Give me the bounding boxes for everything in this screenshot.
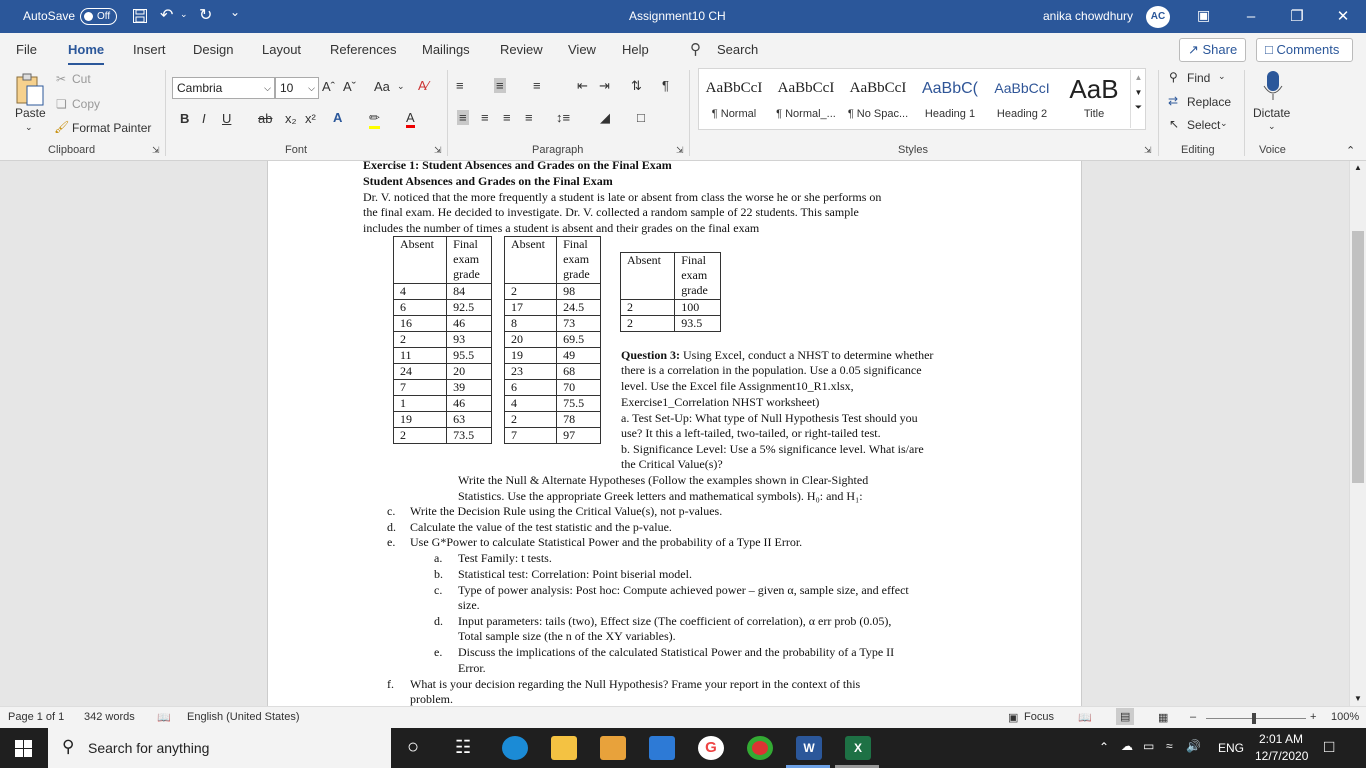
title-bar <box>0 0 1366 33</box>
sub-list-item: Error. <box>458 661 486 675</box>
absent-cell: 2 <box>505 284 557 300</box>
focus-icon: ▣ <box>1008 712 1019 724</box>
borders-icon[interactable]: □ <box>637 110 645 125</box>
table-header-row <box>394 237 492 284</box>
list-item: Calculate the value of the test statistic and the p-value. <box>410 520 672 534</box>
wifi-icon[interactable]: ≈ <box>1166 739 1173 753</box>
document-page[interactable] <box>267 158 1082 706</box>
absent-cell: 2 <box>505 412 557 428</box>
vertical-scrollbar[interactable] <box>1349 161 1366 706</box>
grade-cell: 93 <box>447 332 492 348</box>
absent-cell: 24 <box>394 364 447 380</box>
sub-list-marker: b. <box>434 567 443 581</box>
style-heading-2[interactable]: AaBbCcI Heading 2 <box>994 80 1050 120</box>
style-normal[interactable]: AaBbCcI ¶ Normal <box>705 80 763 120</box>
absent-cell: 19 <box>394 412 447 428</box>
tab-mailings[interactable]: Mailings <box>422 42 470 57</box>
find-icon: ⚲ <box>1169 70 1178 84</box>
grade-cell: 63 <box>447 412 492 428</box>
absent-cell: 16 <box>394 316 447 332</box>
clear-formatting-icon[interactable]: A∕ <box>418 78 429 93</box>
strikethrough-icon[interactable]: ab <box>258 111 273 126</box>
tab-review[interactable]: Review <box>500 42 543 57</box>
undo-dropdown-icon[interactable]: ⌄ <box>180 9 188 19</box>
data-table-1 <box>393 236 492 444</box>
tab-references[interactable]: References <box>330 42 397 57</box>
grade-cell: 73 <box>557 316 601 332</box>
avatar[interactable]: AC <box>1146 6 1170 28</box>
intro-line: includes the number of times a student is absent and their grades on the final exam <box>363 221 760 235</box>
grade-cell: 84 <box>447 284 492 300</box>
google-icon[interactable]: G <box>698 736 724 760</box>
page-count[interactable]: Page 1 of 1 <box>8 711 65 723</box>
change-case-button[interactable]: Aa <box>374 79 390 94</box>
sub-list-marker: a. <box>434 551 443 565</box>
shrink-font-icon[interactable]: Aˇ <box>343 79 356 94</box>
autosave-label: AutoSave <box>23 9 76 23</box>
tab-help[interactable]: Help <box>622 42 649 57</box>
table-row <box>505 332 601 348</box>
paragraph-launcher-icon[interactable]: ⇲ <box>676 145 684 155</box>
grade-cell: 20 <box>447 364 492 380</box>
table-row <box>505 428 601 444</box>
ribbon-display-icon[interactable]: ▣ <box>1197 7 1211 23</box>
sub-list-item: size. <box>458 598 480 612</box>
absent-cell: 11 <box>394 348 447 364</box>
grade-cell: 24.5 <box>557 300 601 316</box>
subscript-icon[interactable]: x₂ <box>285 111 297 126</box>
absent-cell: 2 <box>394 332 447 348</box>
grade-cell: 69.5 <box>557 332 601 348</box>
select-dropdown-icon[interactable]: ⌄ <box>1220 118 1228 128</box>
q3-line: level. Use the Excel file Assignment10_R1.xlsx, <box>621 379 854 393</box>
taskbar <box>0 728 1366 768</box>
minimize-button[interactable]: – <box>1246 8 1256 25</box>
paste-icon[interactable] <box>13 72 47 106</box>
table-row <box>394 396 492 412</box>
search-icon: ⚲ <box>690 41 701 58</box>
style-heading-1[interactable]: AaBbC( Heading 1 <box>921 80 979 120</box>
table-row <box>394 348 492 364</box>
tab-file[interactable]: File <box>16 42 37 57</box>
increase-indent-icon[interactable]: ⇥ <box>599 78 610 93</box>
show-formatting-icon[interactable]: ¶ <box>662 78 669 93</box>
print-layout-icon[interactable]: ▤ <box>1116 708 1134 725</box>
grade-cell: 70 <box>557 380 601 396</box>
table-header-row <box>621 253 721 300</box>
justify-icon[interactable]: ≡ <box>525 110 533 125</box>
search-icon: ⚲ <box>62 737 75 756</box>
list-item: Use G*Power to calculate Statistical Power and the probability of a Type II Error. <box>410 535 803 549</box>
style-normal-alt[interactable]: AaBbCcI ¶ Normal_... <box>776 80 836 120</box>
autosave-toggle[interactable]: Off <box>80 8 117 25</box>
document-area <box>0 158 1349 706</box>
bullets-icon[interactable]: ≡ <box>456 78 464 93</box>
paragraph-group-label: Paragraph <box>532 144 584 156</box>
focus-button[interactable]: Focus <box>1024 711 1054 723</box>
absent-cell: 6 <box>394 300 447 316</box>
italic-icon[interactable]: I <box>202 111 206 126</box>
style-title[interactable]: AaB Title <box>1069 74 1119 120</box>
header-absent: Absent <box>621 253 675 300</box>
q3-line: Exercise1_Correlation NHST worksheet) <box>621 395 820 409</box>
grade-cell: 78 <box>557 412 601 428</box>
ribbon <box>0 66 1366 161</box>
data-table-3 <box>620 252 721 332</box>
replace-button[interactable]: Replace <box>1187 95 1232 109</box>
tab-design[interactable]: Design <box>193 42 234 57</box>
replace-icon: ⇄ <box>1168 94 1179 108</box>
absent-cell: 2 <box>621 300 675 316</box>
hypotheses-line: Write the Null & Alternate Hypotheses (Follow the examples shown in Clear-Sighted <box>458 473 869 487</box>
list-marker: c. <box>387 504 396 518</box>
sub-list-marker: c. <box>434 583 443 597</box>
clipboard-group-label: Clipboard <box>48 144 96 156</box>
paste-button[interactable]: Paste <box>15 106 46 120</box>
intro-line: Dr. V. noticed that the more frequently a student is late or absent from class the worse he or she performs on <box>363 190 882 204</box>
share-button[interactable]: ↗ Share <box>1179 38 1246 62</box>
task-view-icon[interactable]: ☷ <box>455 737 472 757</box>
chrome-icon[interactable] <box>747 736 773 760</box>
font-size-combo[interactable]: 10 ⌵ <box>275 77 319 99</box>
comments-button[interactable]: □ Comments <box>1256 38 1353 62</box>
section-heading: Student Absences and Grades on the Final Exam <box>363 174 613 188</box>
table-row <box>505 364 601 380</box>
align-left-icon[interactable]: ≡ <box>459 110 467 125</box>
zoom-level[interactable]: 100% <box>1331 711 1360 723</box>
font-launcher-icon[interactable]: ⇲ <box>434 145 442 155</box>
font-group-label: Font <box>285 144 308 156</box>
absent-cell: 4 <box>394 284 447 300</box>
header-final-grade: Final exam grade <box>557 237 601 284</box>
copy-button[interactable]: Copy <box>72 97 101 111</box>
hypotheses-line: Statistics. Use the appropriate Greek letters and mathematical symbols). H₀: and H₁: <box>458 489 863 503</box>
table-row <box>394 428 492 444</box>
sub-list-item: Test Family: t tests. <box>458 551 552 565</box>
zoom-out-icon[interactable]: – <box>1190 711 1197 723</box>
volume-icon[interactable]: 🔊 <box>1186 739 1201 753</box>
absent-cell: 23 <box>505 364 557 380</box>
font-color-icon[interactable]: A <box>406 110 415 128</box>
q3-line: the Critical Value(s)? <box>621 457 723 471</box>
multilevel-list-icon[interactable]: ≡ <box>533 78 541 93</box>
scrollbar-thumb[interactable] <box>1352 231 1364 483</box>
absent-cell: 2 <box>394 428 447 444</box>
share-icon: ↗ <box>1188 42 1203 57</box>
grade-cell: 46 <box>447 396 492 412</box>
word-count[interactable]: 342 words <box>84 711 135 723</box>
change-case-dropdown-icon[interactable]: ⌄ <box>397 81 405 91</box>
find-dropdown-icon[interactable]: ⌄ <box>1218 71 1226 81</box>
absent-cell: 17 <box>505 300 557 316</box>
style-no-spacing[interactable]: AaBbCcI ¶ No Spac... <box>847 80 909 120</box>
notifications-icon[interactable]: □ <box>1324 737 1335 756</box>
ribbon-tabs <box>0 33 1366 66</box>
header-final-grade: Final exam grade <box>447 237 492 284</box>
line-spacing-icon[interactable]: ↕≡ <box>556 110 571 125</box>
absent-cell: 20 <box>505 332 557 348</box>
edge-icon[interactable] <box>502 736 528 760</box>
exercise-heading: Exercise 1: Student Absences and Grades on the Final Exam <box>363 158 672 172</box>
header-final-grade: Final exam grade <box>675 253 721 300</box>
windows-start-icon[interactable] <box>15 740 32 757</box>
taskbar-search-placeholder: Search for anything <box>88 740 210 756</box>
list-item: What is your decision regarding the Null Hypothesis? Frame your report in the context of this <box>410 677 861 691</box>
table-row <box>394 316 492 332</box>
mail-icon[interactable] <box>649 736 675 760</box>
q3-line: b. Significance Level: Use a 5% significance level. What is/are <box>621 442 924 456</box>
sub-list-item: Input parameters: tails (two), Effect size (The coefficient of correlation), α err prob (0.05), <box>458 614 892 628</box>
save-icon[interactable] <box>132 8 148 24</box>
align-right-icon[interactable]: ≡ <box>503 110 511 125</box>
table-row <box>394 284 492 300</box>
highlight-color-icon[interactable]: ✏ <box>369 110 380 129</box>
tab-layout[interactable]: Layout <box>262 42 302 57</box>
grade-cell: 75.5 <box>557 396 601 412</box>
dictate-dropdown-icon[interactable]: ⌄ <box>1268 121 1276 131</box>
styles-scroll[interactable]: ▲ ▼ ⏷ <box>1130 70 1146 128</box>
web-layout-icon[interactable]: ▦ <box>1158 712 1169 724</box>
taskbar-search[interactable] <box>48 728 391 768</box>
word-taskbar-icon[interactable]: W <box>796 736 822 760</box>
onedrive-icon[interactable]: ☁ <box>1121 739 1133 753</box>
select-icon: ↖ <box>1169 117 1180 131</box>
shading-icon[interactable]: ◢ <box>600 110 610 125</box>
q3-line: use? It this a left-tailed, two-tailed, or right-tailed test. <box>621 426 881 440</box>
numbering-icon[interactable]: ≡ <box>496 78 504 93</box>
table-row <box>505 396 601 412</box>
header-absent: Absent <box>505 237 557 284</box>
cortana-icon[interactable]: ○ <box>407 736 420 758</box>
table-row <box>621 316 721 332</box>
table-row <box>505 348 601 364</box>
microphone-icon[interactable] <box>1262 70 1284 102</box>
underline-icon[interactable]: U <box>222 111 232 126</box>
decrease-indent-icon[interactable]: ⇤ <box>577 78 588 93</box>
select-button[interactable]: Select <box>1187 118 1221 132</box>
sub-list-item: Discuss the implications of the calculated Statistical Power and the probability of a Type II <box>458 645 895 659</box>
absent-cell: 1 <box>394 396 447 412</box>
table-header-row <box>505 237 601 284</box>
tab-view[interactable]: View <box>568 42 596 57</box>
table-row <box>394 412 492 428</box>
grade-cell: 68 <box>557 364 601 380</box>
table-row <box>505 380 601 396</box>
collapse-ribbon-icon[interactable]: ⌃ <box>1346 145 1356 157</box>
list-marker: d. <box>387 520 396 534</box>
clock-date[interactable]: 12/7/2020 <box>1255 749 1309 763</box>
zoom-slider[interactable] <box>1206 718 1306 719</box>
tab-insert[interactable]: Insert <box>133 42 166 57</box>
data-table-2 <box>504 236 601 444</box>
absent-cell: 7 <box>505 428 557 444</box>
font-name-combo[interactable]: Cambria ⌵ <box>172 77 275 99</box>
table-row <box>394 380 492 396</box>
comments-icon: □ <box>1265 42 1277 57</box>
clipboard-launcher-icon[interactable]: ⇲ <box>152 145 160 155</box>
grade-cell: 93.5 <box>675 316 721 332</box>
read-mode-icon[interactable]: 📖 <box>1078 712 1092 724</box>
battery-icon[interactable]: ▭ <box>1143 739 1155 753</box>
zoom-slider-handle[interactable] <box>1252 713 1256 724</box>
sub-list-item: Statistical test: Correlation: Point biserial model. <box>458 567 692 581</box>
customize-qat-icon[interactable]: ⌄ <box>230 5 241 19</box>
close-button[interactable]: ✕ <box>1336 8 1350 25</box>
clock-time[interactable]: 2:01 AM <box>1259 732 1304 746</box>
table-row <box>394 332 492 348</box>
scroll-up-icon[interactable]: ▲ <box>1354 163 1362 172</box>
absent-cell: 19 <box>505 348 557 364</box>
table-row <box>621 300 721 316</box>
cut-button[interactable]: Cut <box>72 72 91 86</box>
sub-list-marker: d. <box>434 614 443 628</box>
paste-dropdown-icon[interactable]: ⌄ <box>25 122 33 132</box>
sub-list-item: Total sample size (the n of the XY variables). <box>458 629 676 643</box>
format-painter-button[interactable]: Format Painter <box>72 121 152 135</box>
sort-icon[interactable]: ⇅ <box>631 78 642 93</box>
copy-icon: ❏ <box>56 97 67 111</box>
absent-cell: 4 <box>505 396 557 412</box>
table-row <box>394 300 492 316</box>
superscript-icon[interactable]: x² <box>305 111 316 126</box>
document-title: Assignment10 CH <box>629 9 726 23</box>
status-bar <box>0 706 1366 728</box>
excel-taskbar-icon[interactable]: X <box>845 736 871 760</box>
find-button[interactable]: Find <box>1187 71 1211 85</box>
text-effects-icon[interactable]: A <box>333 110 343 125</box>
scroll-down-icon[interactable]: ▼ <box>1354 694 1362 703</box>
grade-cell: 92.5 <box>447 300 492 316</box>
search-box[interactable]: Search <box>717 42 759 57</box>
intro-line: the final exam. He decided to investigate. Dr. V. collected a random sample of 22 students. This sample <box>363 205 859 219</box>
bold-icon[interactable]: B <box>180 111 190 126</box>
absent-cell: 8 <box>505 316 557 332</box>
tab-home[interactable]: Home <box>68 42 105 57</box>
list-item: problem. <box>410 692 453 706</box>
zoom-in-icon[interactable]: + <box>1310 711 1317 723</box>
grade-cell: 98 <box>557 284 601 300</box>
grade-cell: 39 <box>447 380 492 396</box>
language[interactable]: English (United States) <box>187 711 300 723</box>
redo-icon[interactable]: ↻ <box>199 7 213 24</box>
list-item: Write the Decision Rule using the Critical Value(s), not p-values. <box>410 504 723 518</box>
sub-list-marker: e. <box>434 645 443 659</box>
table-row <box>505 300 601 316</box>
grade-cell: 49 <box>557 348 601 364</box>
grade-cell: 95.5 <box>447 348 492 364</box>
list-marker: f. <box>387 677 394 691</box>
voice-group-label: Voice <box>1259 144 1286 156</box>
table-row <box>505 284 601 300</box>
undo-icon[interactable]: ↶ <box>160 7 174 24</box>
dictate-button[interactable]: Dictate <box>1253 106 1291 120</box>
q3-line: a. Test Set-Up: What type of Null Hypothesis Test should you <box>621 411 918 425</box>
styles-launcher-icon[interactable]: ⇲ <box>1144 145 1152 155</box>
proofing-icon[interactable]: 📖 <box>157 712 171 724</box>
absent-cell: 7 <box>394 380 447 396</box>
align-center-icon[interactable]: ≡ <box>481 110 489 125</box>
table-row <box>394 364 492 380</box>
styles-group-label: Styles <box>898 144 928 156</box>
header-absent: Absent <box>394 237 447 284</box>
grade-cell: 97 <box>557 428 601 444</box>
grow-font-icon[interactable]: Aˆ <box>322 79 335 94</box>
table-row <box>505 412 601 428</box>
grade-cell: 73.5 <box>447 428 492 444</box>
user-name[interactable]: anika chowdhury <box>1043 9 1134 23</box>
q3-line: Using Excel, conduct a NHST to determine whether <box>680 348 934 362</box>
editing-group-label: Editing <box>1181 144 1215 156</box>
restore-button[interactable]: ❐ <box>1290 8 1304 25</box>
tray-overflow-icon[interactable]: ⌃ <box>1099 740 1110 754</box>
format-painter-icon: 🖌 <box>54 120 70 134</box>
store-icon[interactable] <box>600 736 626 760</box>
absent-cell: 2 <box>621 316 675 332</box>
sub-list-item: Type of power analysis: Post hoc: Compute achieved power – given α, sample size, and effect <box>458 583 909 597</box>
language-indicator[interactable]: ENG <box>1218 741 1245 755</box>
table-row <box>505 316 601 332</box>
question-3-label: Question 3: <box>621 348 681 362</box>
file-explorer-icon[interactable] <box>551 736 577 760</box>
list-marker: e. <box>387 535 396 549</box>
grade-cell: 46 <box>447 316 492 332</box>
q3-line: there is a correlation in the population. Use a 0.05 significance <box>621 363 922 377</box>
cut-icon: ✂ <box>56 72 67 86</box>
grade-cell: 100 <box>675 300 721 316</box>
absent-cell: 6 <box>505 380 557 396</box>
